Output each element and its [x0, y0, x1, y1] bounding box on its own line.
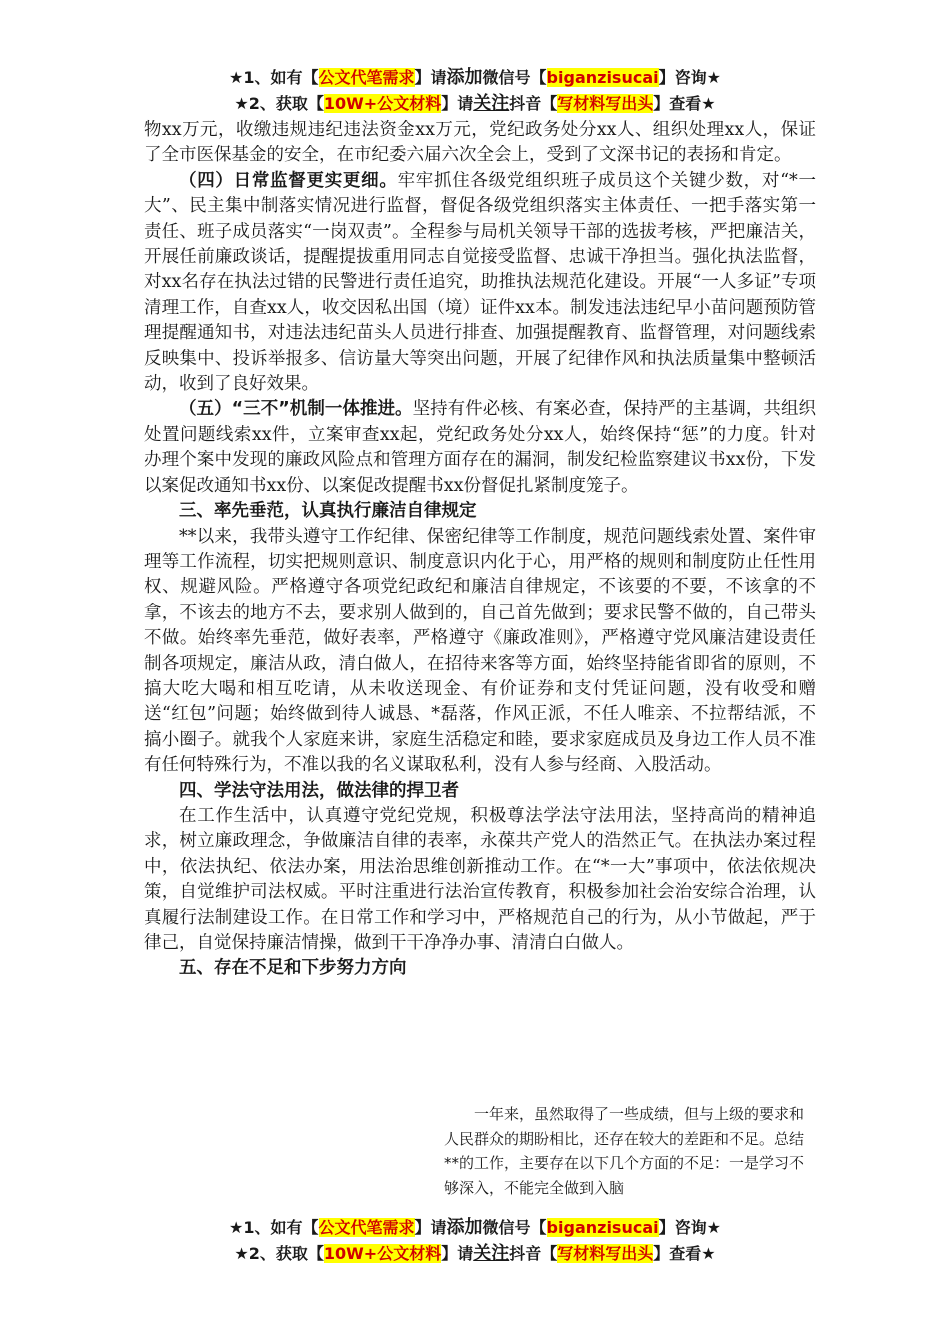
banner-text: 】请: [414, 1218, 447, 1237]
section-lead: （五）“三不”机制一体推进。: [179, 399, 413, 420]
paragraph: **以来，我带头遵守工作纪律、保密纪律等工作制度，规范问题线索处置、案件审理等工作流程，切实把规则意识、制度意识内化于心，用严格的规则和制度防止任性用权、规避风险。严格遵守各项党纪政纪和廉洁自律规定，不该要的不要，不该拿的不拿，不该去的地方不去，要求别人做到的，自己首先做到；要求民警不做的，自己带头不做。始终率先垂范，做好表率，严格遵守《廉政准则》，严格遵守党风廉洁建设责任制各项规定，廉洁从政，清白做人，在招待来客等方面，始终坚持能省即省的原则，不搞大吃大喝和相互吃请，从未收送现金、有价证券和支付凭证问题，没有收受和赠送“红包”问题；始终做到待人诚恳、*磊落，作风正派，不任人唯亲、不拉帮结派，不搞小圈子。就我个人家庭来讲，家庭生活稳定和睦，要求家庭成员及身边工作人员不准有任何特殊行为，不准以我的名义谋取私利，没有人参与经商、入股活动。: [144, 526, 816, 776]
section-heading: 五、存在不足和下步努力方向: [179, 958, 407, 979]
highlight-tag: 10W+公文材料: [323, 94, 442, 113]
paragraph-text: 坚持有件必核、有案必查，保持严的主基调，共组织处置问题线索xx件，立案审查xx起，党纪政务处分xx人，始终保持“惩”的力度。针对办理个案中发现的廉政风险点和管理方面存在的漏洞，制发纪检监察建议书xx份，下发以案促改通知书xx份、以案促改提醒书xx份督促扎紧制度笼子。: [144, 399, 816, 496]
banner-text: ★2、获取【: [234, 1244, 324, 1263]
banner-text: 抖音【: [509, 1244, 558, 1263]
banner-text: 】请: [441, 1244, 474, 1263]
banner-line-1: [0, 66, 950, 92]
emphasis-text: 关注: [473, 1243, 510, 1264]
footer-banner: [0, 1216, 950, 1268]
banner-text: 抖音【: [509, 94, 558, 113]
paragraph: 在工作生活中，认真遵守党纪党规，积极尊法学法守法用法，坚持高尚的精神追求，树立廉政理念，争做廉洁自律的表率，永葆共产党人的浩然正气。在执法办案过程中，依法执纪、依法办案，用法治思维创新推动工作。在“*一大”事项中，依法依规决策，自觉维护司法权威。平时注重进行法治宣传教育，积极参加社会治安综合治理，认真履行法制建设工作。在日常工作和学习中，严格规范自己的行为，从小节做起，严于律己，自觉保持廉洁情操，做到干干净净办事、清清白白做人。: [144, 805, 816, 953]
section-lead: （四）日常监督更实更细。: [179, 170, 398, 191]
header-banner: [0, 66, 950, 118]
highlight-tag: 公文代笔需求: [318, 1218, 415, 1237]
highlight-tag: 10W+公文材料: [323, 1244, 442, 1263]
banner-text: 】请: [414, 68, 447, 87]
text-box: [444, 1102, 804, 1200]
paragraph: 物xx万元，收缴违规违纪违法资金xx万元，党纪政务处分xx人、组织处理xx人，保证了全市医保基金的安全，在市纪委六届六次全会上，受到了文深书记的表扬和肯定。: [144, 120, 816, 166]
document-body: [144, 118, 816, 982]
banner-line-2: [0, 1242, 950, 1268]
emphasis-text: 添加: [446, 1217, 483, 1238]
banner-text: 】请: [441, 94, 474, 113]
banner-text: 】查看★: [653, 1244, 716, 1263]
banner-text: 】咨询★: [658, 68, 721, 87]
wechat-id-tag: biganzisucai: [546, 1218, 659, 1237]
banner-line-1: [0, 1216, 950, 1242]
paragraph: [144, 169, 816, 398]
section-heading: 四、学法守法用法，做法律的捍卫者: [179, 780, 459, 801]
emphasis-text: 关注: [473, 93, 510, 114]
banner-text: 】咨询★: [658, 1218, 721, 1237]
wechat-id-tag: biganzisucai: [546, 68, 659, 87]
douyin-account-tag: 写材料写出头: [557, 94, 654, 113]
highlight-tag: 公文代笔需求: [318, 68, 415, 87]
banner-text: ★1、如有【: [229, 68, 319, 87]
banner-text: ★1、如有【: [229, 1218, 319, 1237]
banner-text: 微信号【: [482, 68, 547, 87]
paragraph-text: 牢牢抓住各级党组织班子成员这个关键少数，对“*一大”、民主集中制落实情况进行监督，督促各级党组织落实主体责任、一把手落实第一责任、班子成员落实“一岗双责”。全程参与局机关领导干部的选拔考核，严把廉洁关，开展任前廉政谈话，提醒提拔重用同志自觉接受监督、忠诚干净担当。强化执法监督，对xx名存在执法过错的民警进行责任追究，助推执法规范化建设。开展“一人多证”专项清理工作，自查xx人，收交因私出国（境）证件xx本。制发违法违纪早小苗问题预防管理提醒通知书，对违法违纪苗头人员进行排查、加强提醒教育、监督管理，对问题线索反映集中、投诉举报多、信访量大等突出问题，开展了纪律作风和执法质量集中整顿活动，收到了良好效果。: [144, 170, 816, 395]
emphasis-text: 添加: [446, 67, 483, 88]
section-heading: 三、率先垂范，认真执行廉洁自律规定: [179, 501, 477, 522]
banner-text: ★2、获取【: [234, 94, 324, 113]
banner-text: 】查看★: [653, 94, 716, 113]
paragraph: 一年来，虽然取得了一些成绩，但与上级的要求和人民群众的期盼相比，还存在较大的差距和不足。总结**的工作，主要存在以下几个方面的不足：一是学习不够深入，不能完全做到入脑: [444, 1105, 805, 1197]
douyin-account-tag: 写材料写出头: [557, 1244, 654, 1263]
banner-text: 微信号【: [482, 1218, 547, 1237]
paragraph: [144, 397, 816, 499]
banner-line-2: [0, 92, 950, 118]
